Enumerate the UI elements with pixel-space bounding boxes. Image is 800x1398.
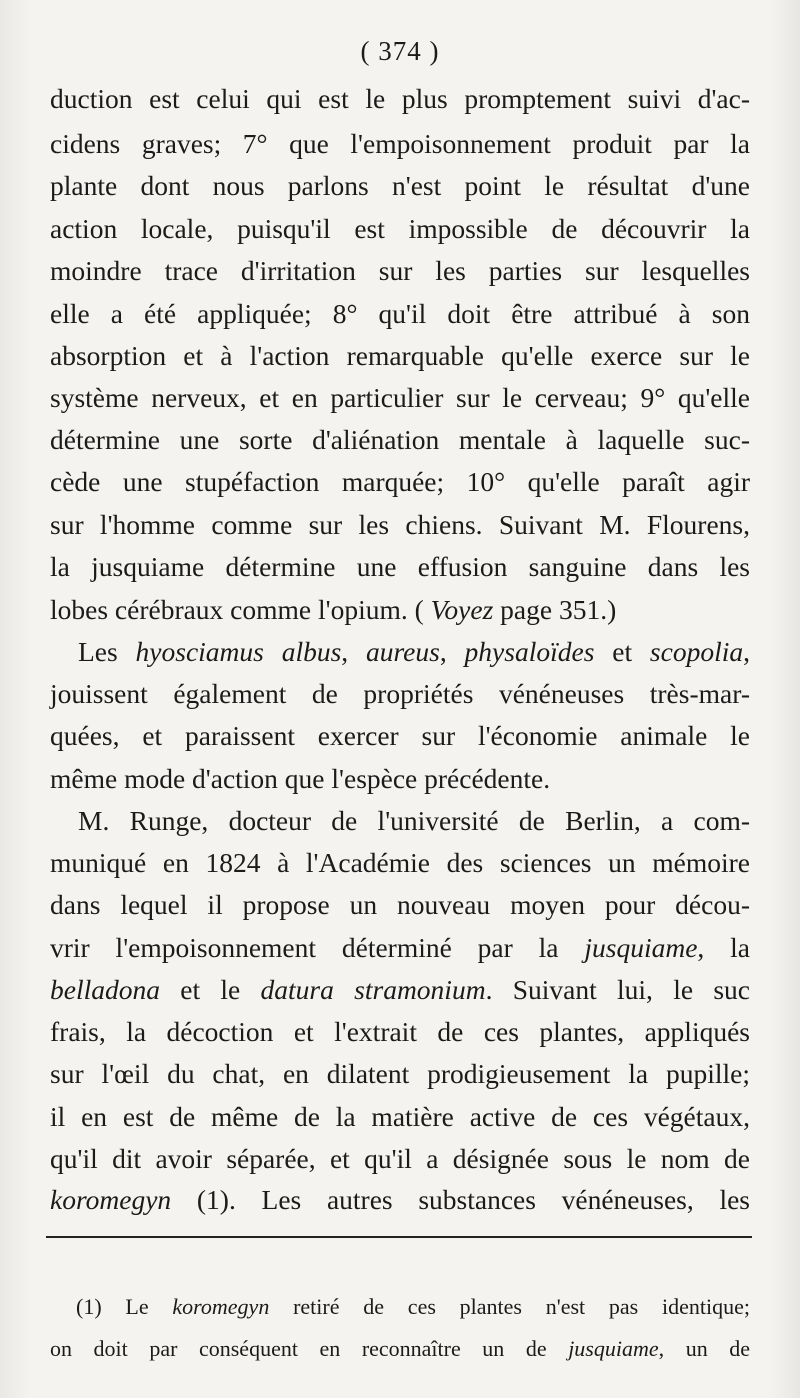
text-line: M. Runge, docteur de l'université de Berlin, a com- [78, 805, 750, 836]
text-line: Les hyosciamus albus, aureus, physaloïdes et scopolia, [78, 636, 750, 667]
text-line: frais, la décoction et l'extrait de ces plantes, appliqués [50, 1016, 750, 1047]
text-line: vrir l'empoisonnement déterminé par la jusquiame, la [50, 932, 750, 963]
italic-term: hyosciamus albus [135, 636, 342, 667]
text-line: muniqué en 1824 à l'Académie des sciences un mémoire [50, 847, 750, 878]
text-line: lobes cérébraux comme l'opium. ( Voyez page 351.) [50, 594, 617, 625]
text-line: détermine une sorte d'aliénation mentale à laquelle suc- [50, 424, 750, 455]
italic-term: physaloïdes [464, 636, 595, 667]
text-line: cède une stupéfaction marquée; 10° qu'elle paraît agir [50, 466, 750, 497]
text-line: cidens graves; 7° que l'empoisonnement produit par la [50, 128, 750, 159]
text-line: plante dont nous parlons n'est point le résultat d'une [50, 170, 750, 201]
italic-term: belladona [50, 974, 160, 1005]
footnote-line: (1) Le koromegyn retiré de ces plantes n'est pas identique; [76, 1294, 750, 1319]
text-line: moindre trace d'irritation sur les parties sur lesquelles [50, 255, 750, 286]
text-line: jouissent également de propriétés vénéneuses très-mar- [50, 678, 750, 709]
text-line: koromegyn (1). Les autres substances vénéneuses, les [50, 1184, 750, 1215]
text-line: il en est de même de la matière active de ces végétaux, [50, 1101, 750, 1132]
text-line: quées, et paraissent exercer sur l'économie animale le [50, 720, 750, 751]
text-line: la jusquiame détermine une effusion sanguine dans les [50, 551, 750, 582]
text-line: duction est celui qui est le plus promptement suivi d'ac- [50, 83, 750, 114]
text-line: système nerveux, et en particulier sur le cerveau; 9° qu'elle [50, 382, 750, 413]
text-line: même mode d'action que l'espèce précédente. [50, 763, 551, 794]
italic-term: scopolia [649, 636, 744, 667]
text-line: sur l'œil du chat, en dilatent prodigieusement la pupille; [50, 1058, 750, 1089]
italic-term: jusquiame [568, 1336, 659, 1361]
footnote-divider [46, 1236, 752, 1238]
text-line: sur l'homme comme sur les chiens. Suivant M. Flourens, [50, 509, 750, 540]
text-line: absorption et à l'action remarquable qu'elle exerce sur le [50, 340, 750, 371]
text-line: action locale, puisqu'il est impossible de découvrir la [50, 213, 750, 244]
text-line: dans lequel il propose un nouveau moyen pour décou- [50, 889, 750, 920]
page-number: ( 374 ) [360, 36, 440, 66]
italic-term: Voyez [430, 594, 494, 625]
italic-term: koromegyn [50, 1184, 172, 1215]
footnote-line: on doit par conséquent en reconnaître un de jusquiame, un de [50, 1336, 751, 1361]
italic-term: datura stramonium [260, 974, 486, 1005]
italic-term: aureus [366, 636, 440, 667]
text-line: elle a été appliquée; 8° qu'il doit être attribué à son [50, 298, 750, 329]
text-line: qu'il dit avoir séparée, et qu'il a désignée sous le nom de [50, 1143, 750, 1174]
italic-term: koromegyn [172, 1294, 270, 1319]
italic-term: jusquiame [584, 932, 698, 963]
text-line: belladona et le datura stramonium. Suivant lui, le suc [50, 974, 750, 1005]
